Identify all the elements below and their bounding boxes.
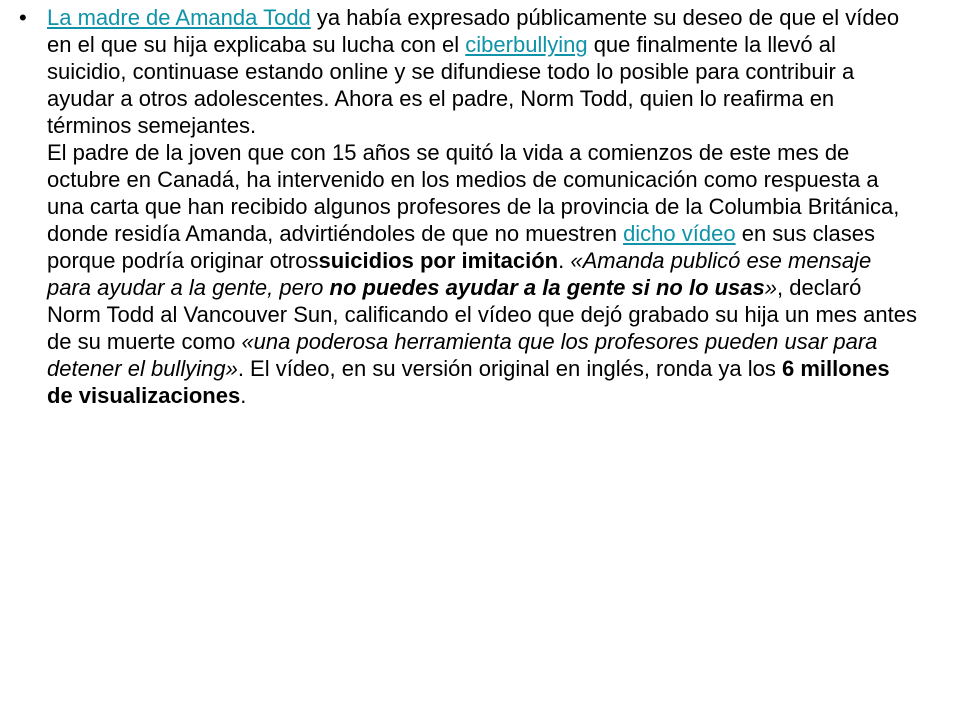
bold-text: 6 millones de visualizaciones	[47, 356, 890, 408]
text-segment: .	[558, 248, 571, 273]
bullet-item	[19, 4, 917, 409]
text-segment: , declaró Norm Todd al Vancouver Sun, calificando el vídeo que dejó grabado su hija un mes antes de su muerte como	[47, 275, 917, 354]
quote-bold	[330, 275, 765, 300]
quote-close: »	[764, 275, 778, 300]
link-dicho-video[interactable]: dicho vídeo	[623, 221, 736, 246]
bold-text: suicidios por imitación	[318, 248, 559, 273]
text-segment: El padre de la joven que con 15 años se quitó la vida a comienzos de este mes de octubre en Canadá, ha intervenido en los medios de comunicación como respuesta a una carta que han recibido algunos profesores de la provincia de la Columbia Británica, donde residía Amanda, advirtiéndoles de que no muestren	[47, 140, 900, 246]
paragraph-2	[47, 140, 917, 408]
text-segment: que finalmente la llevó al suicidio, continuase estando online y se difundiese todo lo posible para contribuir a ayudar a otros adolescentes. Ahora es el padre, Norm Todd, quien lo reafirma en términos semejantes.	[47, 32, 855, 138]
text-segment: . El vídeo, en su versión original en inglés, ronda ya los	[237, 356, 783, 381]
link-la-madre-de-amanda-todd[interactable]: La madre de Amanda Todd	[47, 5, 311, 30]
paragraph-1	[47, 5, 899, 138]
quote-bold-italic: no puedes ayudar a la gente si no lo usas	[329, 275, 765, 300]
quote-italic: «una poderosa herramienta que los profesores pueden usar para detener el bullying»	[47, 329, 878, 381]
text-segment: .	[240, 383, 247, 408]
bullet-icon: •	[19, 5, 27, 30]
quote-italic: «Amanda publicó ese mensaje para ayudar a la gente, pero	[47, 248, 872, 300]
text-segment: ya había expresado públicamente su deseo de que el vídeo en el que su hija explicaba su lucha con el	[47, 5, 900, 57]
link-ciberbullying[interactable]: ciberbullying	[465, 32, 588, 57]
text-segment: en sus clases porque podría originar otros	[47, 221, 875, 273]
